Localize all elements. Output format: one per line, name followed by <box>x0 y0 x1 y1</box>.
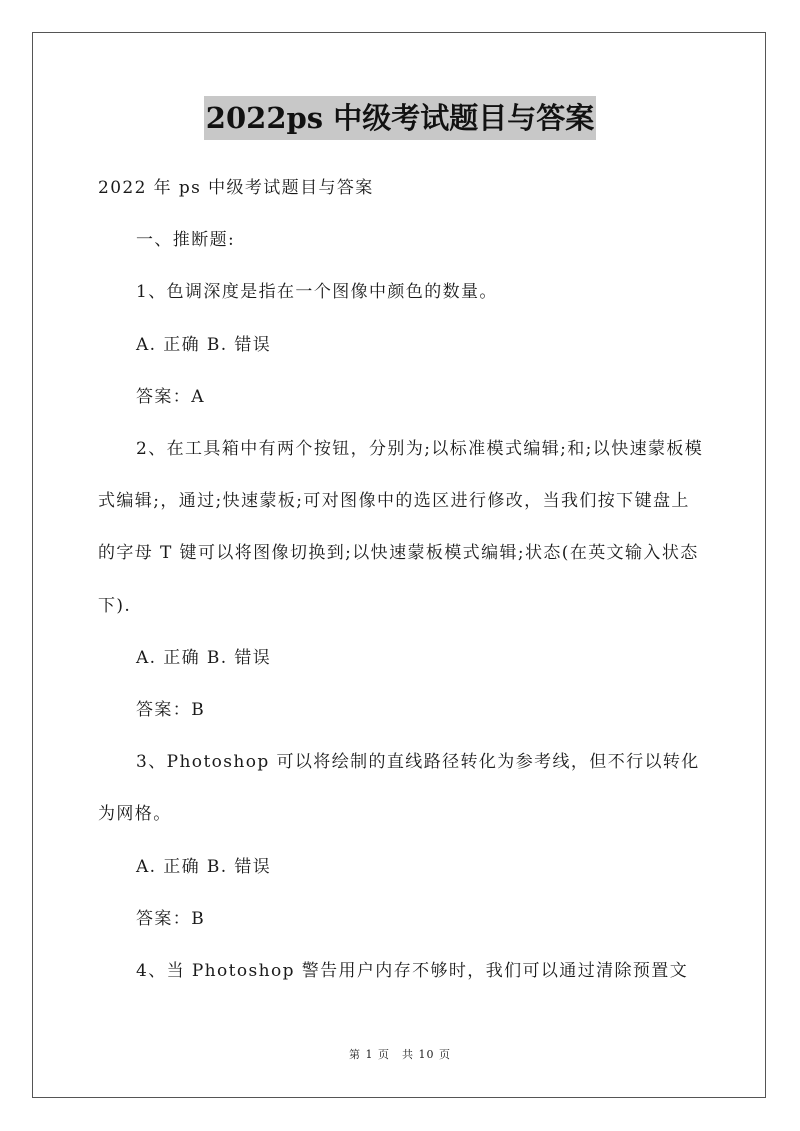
document-title <box>0 96 800 140</box>
page-number: 第 1 页 共 10 页 <box>349 1048 451 1061</box>
question-2: 2、在工具箱中有两个按钮，分别为;以标准模式编辑;和;以快速蒙板模式编辑;，通过;快速蒙板;可对图像中的选区进行修改，当我们按下键盘上的字母 T 键可以将图像切换到;以快速蒙板模式编辑;状态(在英文输入状态下). <box>98 439 704 616</box>
question-1-answer: 答案：A <box>136 386 205 407</box>
question-4: 4、当 Photoshop 警告用户内存不够时，我们可以通过清除预置文 <box>136 961 689 982</box>
section-heading: 一、推断题: <box>136 230 236 251</box>
question-1: 1、色调深度是指在一个图像中颜色的数量。 <box>136 282 498 303</box>
question-3-answer: 答案：B <box>136 908 206 929</box>
question-1-options: A. 正确 B. 错误 <box>136 334 272 355</box>
document-body <box>98 162 704 997</box>
document-title-text: 2022ps 中级考试题目与答案 <box>204 96 596 140</box>
body-heading: 2022 年 ps 中级考试题目与答案 <box>98 178 374 198</box>
question-3: 3、Photoshop 可以将绘制的直线路径转化为参考线，但不行以转化为网格。 <box>98 752 700 825</box>
question-2-options: A. 正确 B. 错误 <box>136 647 272 668</box>
question-2-answer: 答案：B <box>136 700 206 721</box>
question-3-options: A. 正确 B. 错误 <box>136 856 272 877</box>
